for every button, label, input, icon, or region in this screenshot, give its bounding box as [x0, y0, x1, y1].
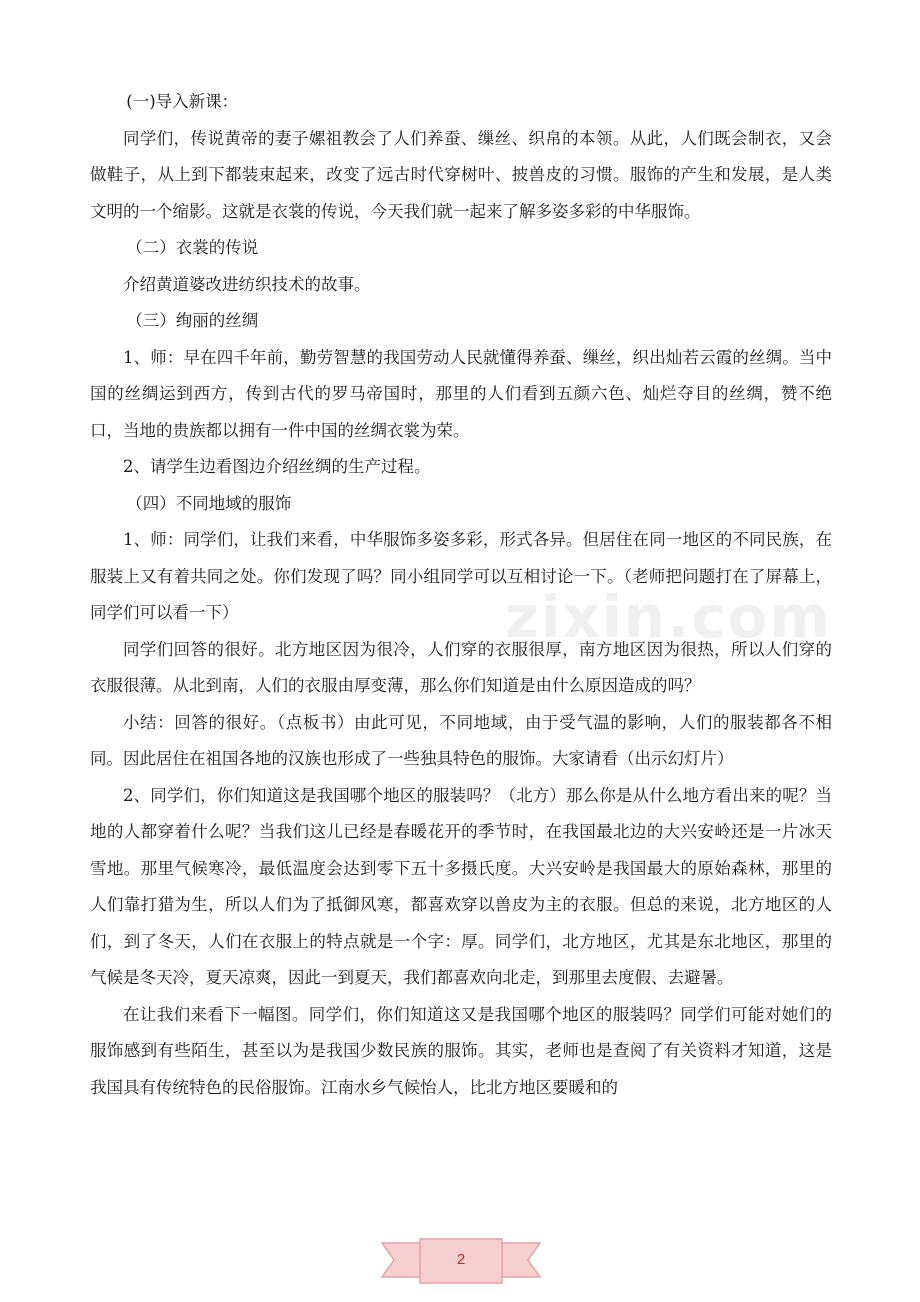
section-heading-intro: (一)导入新课： [126, 92, 239, 111]
paragraph: 1、师：同学们，让我们来看，中华服饰多姿多彩，形式各异。但居住在同一地区的不同民族，在服装上又有着共同之处。你们发现了吗？同小组同学可以互相讨论一下。（老师把问题打在了屏幕上，同学们可以看一下） [90, 530, 832, 622]
page-number: 2 [456, 1251, 466, 1268]
section-heading: （二）衣裳的传说 [126, 238, 259, 257]
paragraph: 介绍黄道婆改进纺织技术的故事。 [123, 274, 371, 294]
paragraph: 2、请学生边看图边介绍丝绸的生产过程。 [123, 457, 431, 476]
section-heading: （四）不同地域的服饰 [126, 493, 292, 513]
document-body [90, 84, 832, 1106]
paragraph: 同学们，传说黄帝的妻子嫘祖教会了人们养蚕、缫丝、织帛的本领。从此，人们既会制衣，又会做鞋子，从上到下都装束起来，改变了远古时代穿树叶、披兽皮的习惯。服饰的产生和发展，是人类文明的一个缩影。这就是衣裳的传说，今天我们就一起来了解多姿多彩的中华服饰。 [90, 128, 832, 221]
paragraph: 在让我们来看下一幅图。同学们，你们知道这又是我国哪个地区的服装吗？同学们可能对她们的服饰感到有些陌生，甚至以为是我国少数民族的服饰。其实，老师也是查阅了有关资料才知道，这是我国具有传统特色的民俗服饰。江南水乡气候怡人，比北方地区要暖和的 [90, 1004, 832, 1097]
paragraph: 2、同学们，你们知道这是我国哪个地区的服装吗？（北方）那么你是从什么地方看出来的呢？当地的人都穿着什么呢？当我们这儿已经是春暖花开的季节时，在我国最北边的大兴安岭还是一片冰天雪地。那里气候寒冷，最低温度会达到零下五十多摄氏度。大兴安岭是我国最大的原始森林，那里的人们靠打猎为生，所以人们为了抵御风寒，都喜欢穿以兽皮为主的衣服。但总的来说，北方地区的人们，到了冬天，人们在衣服上的特点就是一个字：厚。同学们，北方地区，尤其是东北地区，那里的气候是冬天冷，夏天凉爽，因此一到夏天，我们都喜欢向北走，到那里去度假、去避暑。 [90, 785, 832, 987]
page-footer [380, 1237, 542, 1289]
paragraph: 小结：回答的很好。（点板书）由此可见，不同地域，由于受气温的影响，人们的服装都各不相同。因此居住在祖国各地的汉族也形成了一些独具特色的服饰。大家请看（出示幻灯片） [90, 712, 832, 768]
watermark: zixin.com [505, 583, 832, 651]
paragraph: 同学们回答的很好。北方地区因为很冷，人们穿的衣服很厚，南方地区因为很热，所以人们穿的衣服很薄。从北到南，人们的衣服由厚变薄，那么你们知道是由什么原因造成的吗？ [90, 639, 832, 695]
section-heading: （三）绚丽的丝绸 [126, 311, 259, 330]
paragraph: 1、师：早在四千年前，勤劳智慧的我国劳动人民就懂得养蚕、缫丝，织出灿若云霞的丝绸。当中国的丝绸运到西方，传到古代的罗马帝国时，那里的人们看到五颜六色、灿烂夺目的丝绸，赞不绝口，当地的贵族都以拥有一件中国的丝绸衣裳为荣。 [90, 347, 832, 440]
